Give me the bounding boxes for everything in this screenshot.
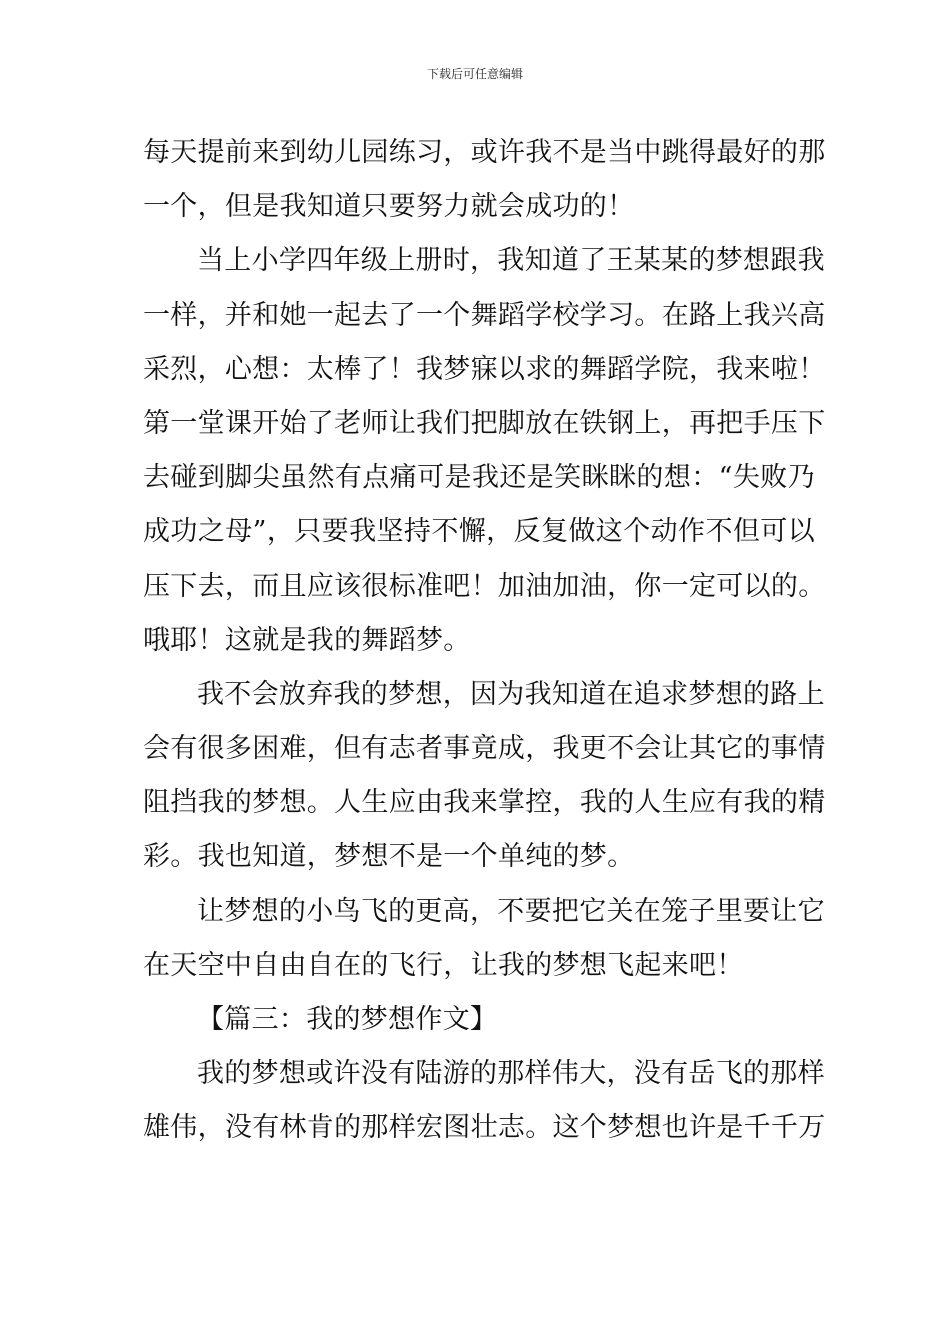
text-line: 在天空中自由自在的飞行，让我的梦想飞起来吧！ <box>143 949 744 981</box>
text-line: 我的梦想或许没有陆游的那样伟大，没有岳飞的那样 <box>197 1058 825 1090</box>
text-line: 成功之母”，只要我坚持不懈，反复做这个动作不但可以 <box>143 516 815 548</box>
text-line: 让梦想的小鸟飞的更高，不要把它关在笼子里要让它 <box>197 895 825 927</box>
section-heading: 【篇三：我的梦想作文】 <box>197 1004 498 1035</box>
text-line: 哦耶！这就是我的舞蹈梦。 <box>143 624 471 656</box>
text-line: 压下去，而且应该很标准吧！加油加油，你一定可以的。 <box>143 570 826 602</box>
text-line: 去碰到脚尖虽然有点痛可是我还是笑眯眯的想：“失败乃 <box>143 462 815 494</box>
text-line: 一样，并和她一起去了一个舞蹈学校学习。在路上我兴高 <box>143 299 826 331</box>
text-line: 彩。我也知道，梦想不是一个单纯的梦。 <box>143 841 635 873</box>
text-line: 采烈，心想：太棒了！我梦寐以求的舞蹈学院，我来啦！ <box>143 353 826 385</box>
text-line: 阻挡我的梦想。人生应由我来掌控，我的人生应有我的精 <box>143 787 826 819</box>
text-line: 每天提前来到幼儿园练习，或许我不是当中跳得最好的那 <box>143 137 826 168</box>
text-line: 第一堂课开始了老师让我们把脚放在铁钢上，再把手压下 <box>143 407 826 439</box>
text-line: 会有很多困难，但有志者事竟成，我更不会让其它的事情 <box>143 733 826 765</box>
text-line: 当上小学四年级上册时，我知道了王某某的梦想跟我 <box>197 245 825 277</box>
text-line: 一个，但是我知道只要努力就会成功的！ <box>143 191 635 223</box>
document-body <box>143 126 826 1156</box>
text-line: 雄伟，没有林肯的那样宏图壮志。这个梦想也许是千千万 <box>143 1112 826 1144</box>
page-header: 下载后可任意编辑 <box>426 67 523 81</box>
text-line: 我不会放弃我的梦想，因为我知道在追求梦想的路上 <box>197 678 825 710</box>
